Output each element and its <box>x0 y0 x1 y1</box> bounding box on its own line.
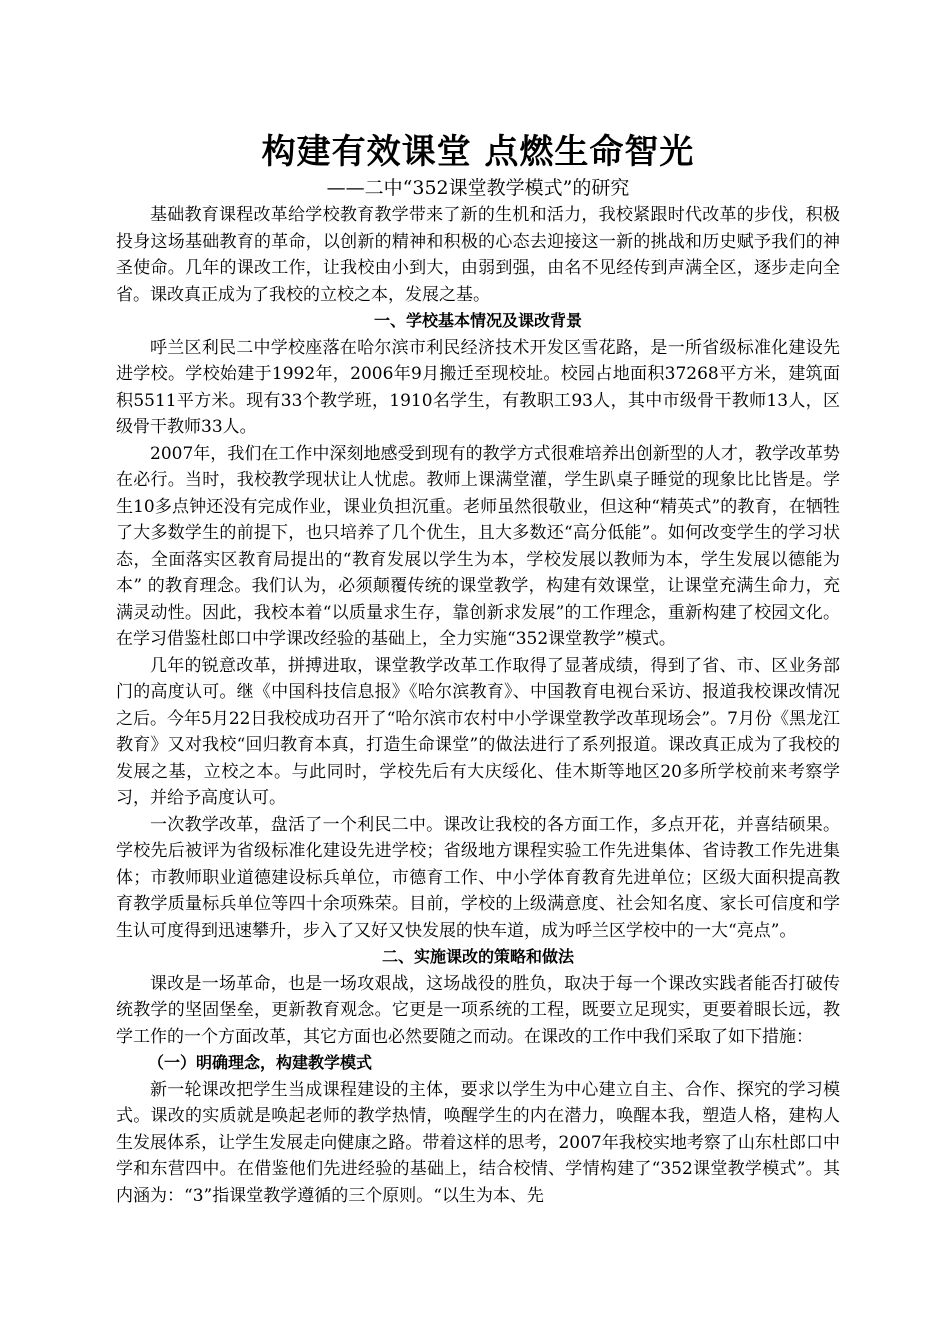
document-title: 构建有效课堂 点燃生命智光 <box>261 132 695 172</box>
section-heading-1: 一、学校基本情况及课改背景 <box>373 311 582 330</box>
paragraph: 呼兰区利民二中学校座落在哈尔滨市利民经济技术开发区雪花路，是一所省级标准化建设先进学校。学校始建于1992年，2006年9月搬迁至现校址。校园占地面积37268平方米，建筑面积5511平方米。现有33个教学班，1910名学生，有教职工93人，其中市级骨干教师13人，区级骨干教师33人。 <box>116 337 840 437</box>
paragraph: 课改是一场革命，也是一场攻艰战，这场战役的胜负，取决于每一个课改实践者能否打破传统教学的坚固堡垒，更新教育观念。它更是一项系统的工程，既要立足现实，更要着眼长远，教学工作的一个方面改革，其它方面也必然要随之而动。在课改的工作中我们采取了如下措施： <box>116 973 840 1047</box>
subsection-heading: （一）明确理念，构建教学模式 <box>148 1053 373 1072</box>
section-heading-2: 二、实施课改的策略和做法 <box>381 947 574 966</box>
intro-paragraph: 基础教育课程改革给学校教育教学带来了新的生机和活力，我校紧跟时代改革的步伐，积极投身这场基础教育的革命，以创新的精神和积极的心态去迎接这一新的挑战和历史赋予我们的神圣使命。几年的课改工作，让我校由小到大，由弱到强，由名不见经传到声满全区，逐步走向全省。课改真正成为了我校的立校之本，发展之基。 <box>116 205 840 305</box>
paragraph: 新一轮课改把学生当成课程建设的主体，要求以学生为中心建立自主、合作、探究的学习模式。课改的实质就是唤起老师的教学热情，唤醒学生的内在潜力，唤醒本我，塑造人格，建构人生发展体系，让学生发展走向健康之路。带着这样的思考，2007年我校实地考察了山东杜郎口中学和东营四中。在借鉴他们先进经验的基础上，结合校情、学情构建了“352课堂教学模式”。其内涵为：“3”指课堂教学遵循的三个原则。“以生为本、先 <box>116 1079 840 1206</box>
document-subtitle: ——二中“352课堂教学模式”的研究 <box>326 177 630 199</box>
document-page <box>116 128 840 1209</box>
paragraph: 2007年，我们在工作中深刻地感受到现有的教学方式很难培养出创新型的人才，教学改革势在必行。当时，我校教学现状让人忧虑。教师上课满堂灌，学生趴桌子睡觉的现象比比皆是。学生10多点钟还没有完成作业，课业负担沉重。老师虽然很敬业，但这种“精英式”的教育，在牺牲了大多数学生的前提下，也只培养了几个优生，且大多数还“高分低能”。如何改变学生的学习状态，全面落实区教育局提出的“教育发展以学生为本，学校发展以教师为本，学生发展以德能为本” 的教育理念。我们认为，必须颠覆传统的课堂教学，构建有效课堂，让课堂充满生命力，充满灵动性。因此，我校本着“以质量求生存，靠创新求发展”的工作理念，重新构建了校园文化。在学习借鉴杜郎口中学课改经验的基础上，全力实施“352课堂教学”模式。 <box>116 443 840 649</box>
paragraph: 一次教学改革，盘活了一个利民二中。课改让我校的各方面工作，多点开花，并喜结硕果。学校先后被评为省级标准化建设先进学校；省级地方课程实验工作先进集体、省诗教工作先进集体；市教师职业道德建设标兵单位，市德育工作、中小学体育教育先进单位；区级大面积提高教育教学质量标兵单位等四十余项殊荣。目前，学校的上级满意度、社会知名度、家长可信度和学生认可度得到迅速攀升，步入了又好又快发展的快车道，成为呼兰区学校中的一大“亮点”。 <box>116 814 840 941</box>
paragraph: 几年的锐意改革，拼搏进取，课堂教学改革工作取得了显著成绩，得到了省、市、区业务部门的高度认可。继《中国科技信息报》《哈尔滨教育》、中国教育电视台采访、报道我校课改情况之后。今年5月22日我校成功召开了“哈尔滨市农村中小学课堂教学改革现场会”。7月份《黑龙江教育》又对我校“回归教育本真，打造生命课堂”的做法进行了系列报道。课改真正成为了我校的发展之基，立校之本。与此同时，学校先后有大庆绥化、佳木斯等地区20多所学校前来考察学习，并给予高度认可。 <box>116 655 840 808</box>
